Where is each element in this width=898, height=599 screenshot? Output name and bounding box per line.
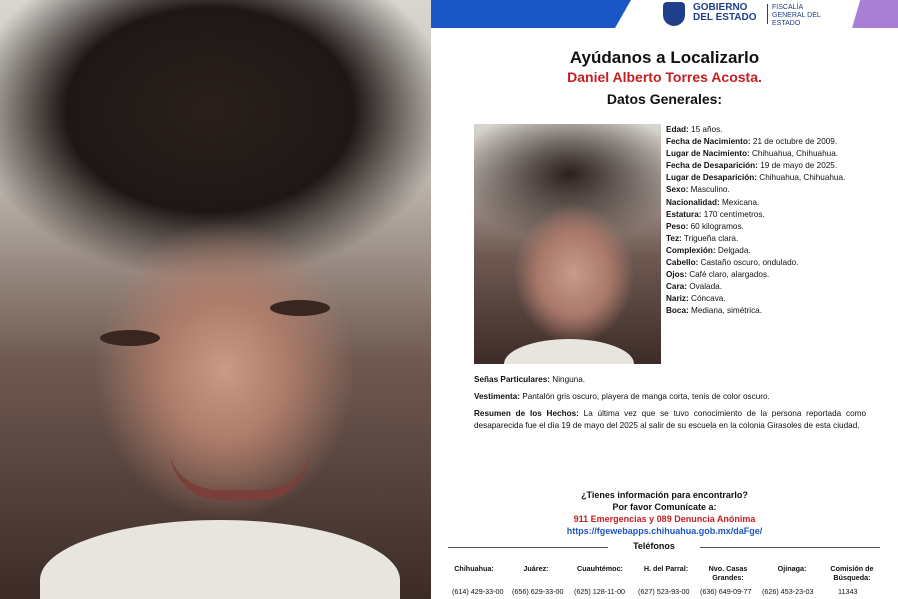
header-purple-band: [852, 0, 898, 28]
detail-row: Cabello: Castaño oscuro, ondulado.: [666, 258, 799, 268]
city-label: Comisión de Búsqueda:: [830, 564, 874, 582]
phone-number: 11343: [838, 587, 858, 596]
resumen-hechos: Resumen de los Hechos: La última vez que se tuvo conocimiento de la persona reportada como desaparecida fue el día 19 de mayo del 2025 al salir de su escuela en la colonia Girasoles de esta ciudad.: [474, 409, 866, 430]
telefonos-rule-right: [700, 547, 880, 548]
detail-row: Nariz: Cóncava.: [666, 294, 726, 304]
detail-row: Estatura: 170 centímetros.: [666, 209, 765, 219]
details-list: [666, 124, 846, 318]
person-name: Daniel Alberto Torres Acosta.: [567, 69, 762, 85]
detail-row: Edad: 15 años.: [666, 125, 723, 134]
photo-detail-smile: [170, 450, 310, 500]
detail-row: Cara: Ovalada.: [666, 282, 722, 292]
detail-row: Complexión: Delgada.: [666, 245, 751, 255]
city-label: Chihuahua:: [454, 564, 494, 573]
report-url-link[interactable]: https://fgewebapps.chihuahua.gob.mx/daFge/: [566, 526, 763, 536]
photo-detail-eye-right: [270, 300, 330, 316]
phone-number: (627) 523-93-00: [638, 587, 690, 596]
logo-divider: [767, 4, 768, 24]
detail-row: Nacionalidad: Mexicana.: [666, 197, 760, 207]
fiscalia-logo-text: FISCALÍA GENERAL DEL ESTADO: [772, 4, 821, 27]
city-label: Ojinaga:: [777, 564, 807, 573]
telefonos-heading: Teléfonos: [633, 541, 675, 551]
photo-small-shirt: [504, 339, 634, 364]
detail-row: Lugar de Nacimiento: Chihuahua, Chihuahua.: [666, 149, 839, 159]
city-label: Nvo. Casas Grandes:: [708, 564, 748, 582]
detail-row: Ojos: Café claro, alargados.: [666, 270, 770, 280]
state-seal-icon: [663, 2, 685, 26]
header-blue-band: [431, 0, 631, 28]
city-label: Juárez:: [523, 564, 549, 573]
gobierno-logo-text: GOBIERNO DEL ESTADO: [693, 2, 757, 23]
photo-detail-shirt: [40, 520, 400, 599]
phone-number: (636) 649-09-77: [700, 587, 752, 596]
detail-row: Boca: Mediana, simétrica.: [666, 306, 763, 316]
city-label: H. del Parral:: [643, 564, 689, 573]
phone-number: (656) 629-33-00: [512, 587, 564, 596]
cta-question: ¿Tienes información para encontrarlo?: [581, 490, 748, 500]
vestimenta: Vestimenta: Pantalón gris oscuro, playera de manga corta, tenis de color oscuro.: [474, 392, 770, 401]
city-label: Cuauhtémoc:: [577, 564, 623, 573]
detail-row: Fecha de Nacimiento: 21 de octubre de 2009.: [666, 137, 838, 147]
missing-person-photo-large: [0, 0, 431, 599]
poster-title: Ayúdanos a Localizarlo: [569, 48, 760, 67]
detail-row: Fecha de Desaparición: 19 de mayo de 2025.: [666, 161, 838, 171]
missing-person-photo-small: [474, 124, 661, 364]
detail-row: Sexo: Masculino.: [666, 185, 730, 195]
poster-header: [431, 0, 898, 28]
detail-row: Tez: Trigueña clara.: [666, 233, 739, 243]
detail-row: Peso: 60 kilogramos.: [666, 221, 744, 231]
section-heading: Datos Generales:: [606, 91, 723, 107]
phone-number: (626) 453-23-03: [762, 587, 814, 596]
telefonos-rule-left: [448, 547, 608, 548]
emergency-numbers: 911 Emergencias y 089 Denuncia Anónima: [573, 514, 756, 524]
phone-number: (625) 128-11-00: [574, 587, 626, 596]
senas-particulares: Señas Particulares: Ninguna.: [474, 375, 586, 384]
photo-detail-eye-left: [100, 330, 160, 346]
cta-prompt: Por favor Comunícate a:: [612, 502, 717, 512]
phone-number: (614) 429-33-00: [452, 587, 504, 596]
detail-row: Lugar de Desaparición: Chihuahua, Chihuahua.: [666, 173, 846, 183]
